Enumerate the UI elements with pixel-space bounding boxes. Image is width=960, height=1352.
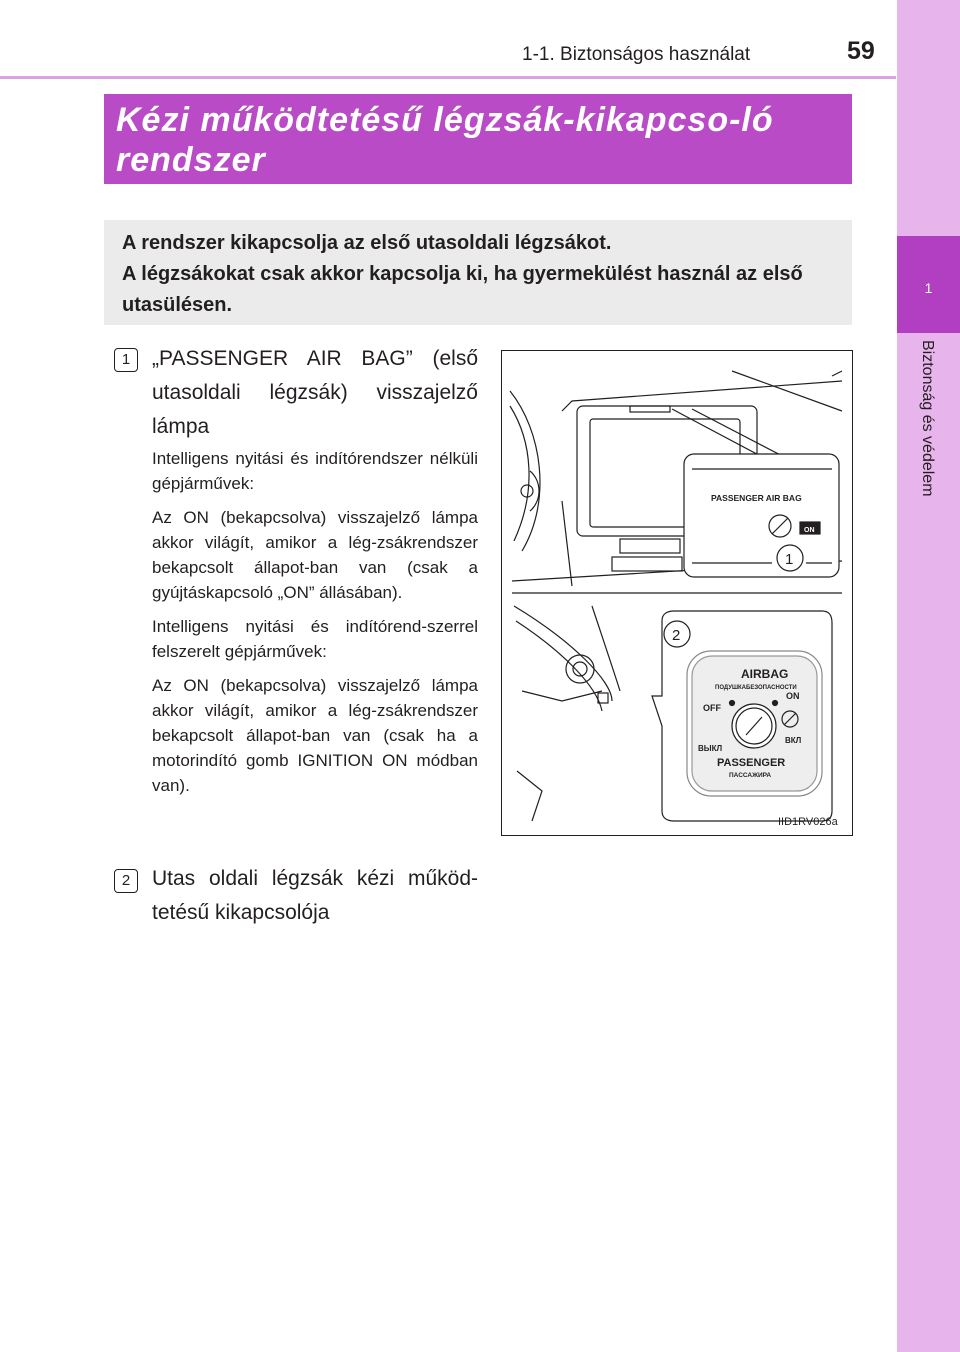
- dashboard-illustration: [501, 350, 853, 836]
- illustration-svg: [502, 351, 852, 835]
- switch-off-label: OFF: [703, 703, 721, 713]
- intro-line-1: A rendszer kikapcsolja az első utasoldali légzsákot.: [122, 232, 612, 254]
- intro-line-2: A légzsákokat csak akkor kapcsolja ki, ha gyermekülést használ az első utasülésen.: [122, 263, 803, 316]
- switch-on-label: ON: [786, 691, 800, 701]
- section-title: Kézi működtetésű légzsák-kikapcso-ló rendszer: [116, 101, 774, 179]
- item-2-title: Utas oldali légzsák kézi működ-tetésű kikapcsolója: [152, 867, 478, 924]
- item-marker-1: 1: [114, 348, 138, 372]
- switch-passenger-ru-label: ПАССАЖИРА: [729, 772, 772, 779]
- callout-1: 1: [785, 551, 794, 568]
- item-1-body: [152, 446, 478, 807]
- item-1-title: „PASSENGER AIR BAG” (első utasoldali légzsák) visszajelző lámpa: [152, 347, 478, 438]
- item-1-paragraph: Az ON (bekapcsolva) visszajelző lámpa akkor világít, amikor a lég-zsákrendszer bekapcsolt állapot-ban van (csak a gyújtáskapcsoló „ON” állásában).: [152, 508, 478, 602]
- indicator-label: PASSENGER AIR BAG: [711, 493, 802, 503]
- chapter-number: 1: [924, 280, 933, 296]
- chapter-title-tab: [918, 340, 942, 540]
- item-marker-2: 2: [114, 869, 138, 893]
- chapter-title: Biztonság és védelem: [919, 340, 936, 497]
- switch-airbag-ru-label: ПОДУШКАБЕЗОПАСНОСТИ: [715, 685, 797, 691]
- header-rule: [0, 76, 896, 79]
- figure-code: IID1RV026a: [778, 816, 838, 828]
- switch-airbag-label: AIRBAG: [741, 667, 789, 681]
- chapter-number-tab: [897, 236, 960, 333]
- callout-2: 2: [672, 627, 681, 644]
- chapter-side-tab: [897, 0, 960, 1352]
- item-1-paragraph: Intelligens nyitási és indítórendszer nélküli gépjárművek:: [152, 449, 478, 493]
- section-title-box: [104, 94, 852, 184]
- item-1-paragraph: Az ON (bekapcsolva) visszajelző lámpa akkor világít, amikor a lég-zsákrendszer bekapcsolt állapot-ban van (csak ha a motorindító gomb IGNITION ON módban van).: [152, 676, 478, 795]
- switch-passenger-label: PASSENGER: [717, 757, 786, 769]
- switch-on-ru-label: ВКЛ: [785, 736, 802, 745]
- page-number: 59: [847, 37, 875, 65]
- intro-box: [104, 220, 852, 325]
- running-header-section: 1-1. Biztonságos használat: [522, 44, 751, 65]
- switch-off-ru-label: ВЫКЛ: [698, 744, 723, 753]
- indicator-on: ON: [804, 527, 815, 534]
- item-1-paragraph: Intelligens nyitási és indítórend-szerrel felszerelt gépjárművek:: [152, 617, 478, 661]
